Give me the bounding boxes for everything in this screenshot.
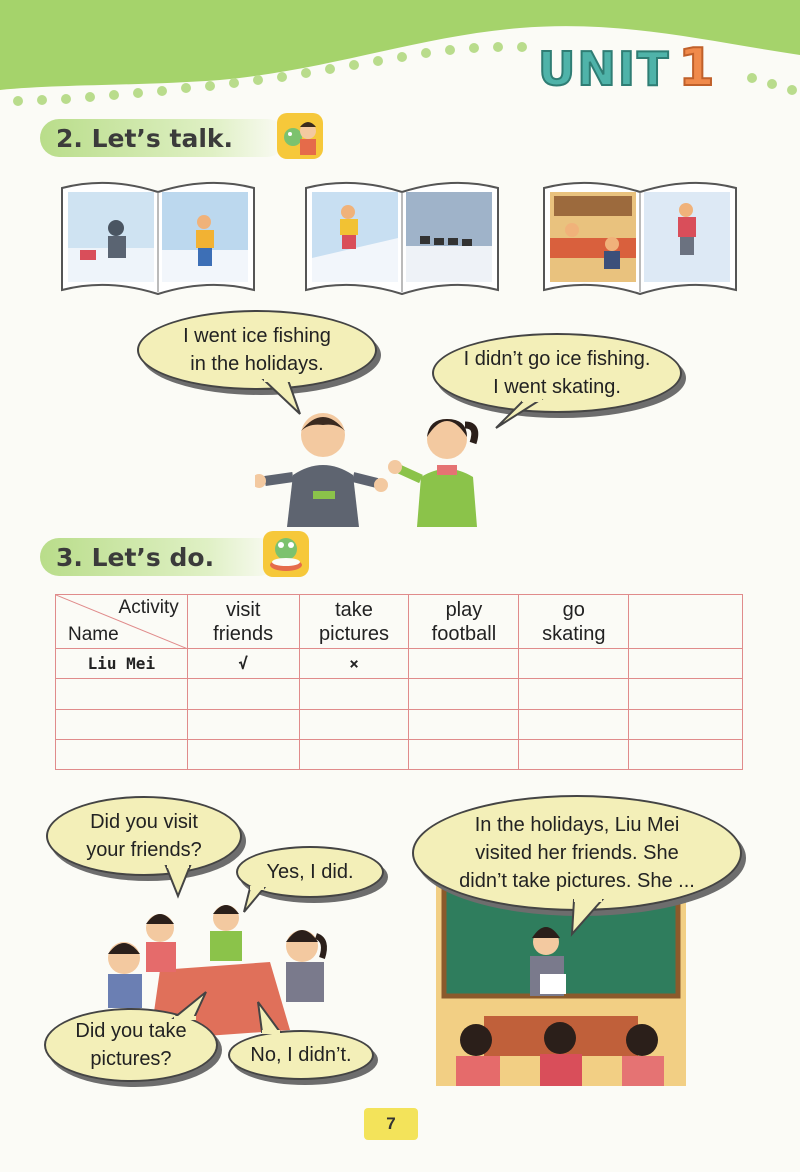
table-cell <box>299 709 409 739</box>
table-row <box>56 709 743 739</box>
bubble-tail <box>494 398 544 434</box>
table-cell <box>519 679 629 709</box>
activity-table <box>55 594 743 770</box>
table-cell <box>519 709 629 739</box>
table-cell <box>299 739 409 769</box>
corner-label-activity: Activity <box>118 597 179 618</box>
table-cell <box>519 649 629 679</box>
table-cell <box>56 709 188 739</box>
bubble-tail <box>256 1000 286 1034</box>
table-cell: × <box>299 649 409 679</box>
table-cell <box>187 739 299 769</box>
bubble-tail <box>170 990 210 1020</box>
table-cell <box>187 709 299 739</box>
table-cell <box>409 679 519 709</box>
boy-and-girl-illustration <box>255 405 495 527</box>
speech-bubble-pictures-answer: No, I didn’t. <box>228 1030 374 1080</box>
unit-number: 1 <box>678 38 717 98</box>
column-header: take pictures <box>299 595 409 649</box>
table-header-row <box>56 595 743 649</box>
column-header: go skating <box>519 595 629 649</box>
book-ice-fishing-skating <box>58 178 258 298</box>
page-number: 7 <box>364 1108 418 1140</box>
table-cell <box>187 679 299 709</box>
table-cell: Liu Mei <box>56 649 188 679</box>
table-row <box>56 679 743 709</box>
do-heading: 3. Let’s do. <box>40 538 278 576</box>
talk-heading: 2. Let’s talk. <box>40 119 286 157</box>
table-cell <box>519 739 629 769</box>
bubble-tail <box>242 886 272 916</box>
teacher-classroom-illustration <box>436 880 686 1086</box>
table-row <box>56 649 743 679</box>
corner-label-name: Name <box>68 624 119 646</box>
column-header <box>629 595 743 649</box>
speech-bubble-boy: I went ice fishing in the holidays. <box>137 310 377 390</box>
unit-title <box>538 38 717 98</box>
book-reading-hockey <box>540 178 740 298</box>
do-icon <box>263 531 309 577</box>
table-cell <box>409 649 519 679</box>
table-cell <box>629 709 743 739</box>
bubble-tail <box>568 898 612 938</box>
speech-bubble-visit-answer: Yes, I did. <box>236 846 384 898</box>
table-cell <box>299 679 409 709</box>
speech-bubble-girl: I didn’t go ice fishing. I went skating. <box>432 333 682 413</box>
table-cell <box>409 739 519 769</box>
table-cell <box>56 739 188 769</box>
unit-label: UNIT <box>538 42 671 96</box>
table-row <box>56 739 743 769</box>
talk-icon <box>277 113 323 159</box>
speech-bubble-teacher: In the holidays, Liu Mei visited her friends. She didn’t take pictures. She ... <box>412 795 742 911</box>
column-header: play football <box>409 595 519 649</box>
bubble-tail <box>164 864 198 900</box>
speech-bubble-pictures-question: Did you take pictures? <box>44 1008 218 1082</box>
table-cell <box>629 739 743 769</box>
table-cell <box>56 679 188 709</box>
column-header: visit friends <box>187 595 299 649</box>
table-cell: √ <box>187 649 299 679</box>
speech-bubble-visit-question: Did you visit your friends? <box>46 796 242 876</box>
table-cell <box>629 649 743 679</box>
table-cell <box>629 679 743 709</box>
book-skiing-dogsled <box>302 178 502 298</box>
table-corner-cell <box>56 595 188 649</box>
table-cell <box>409 709 519 739</box>
